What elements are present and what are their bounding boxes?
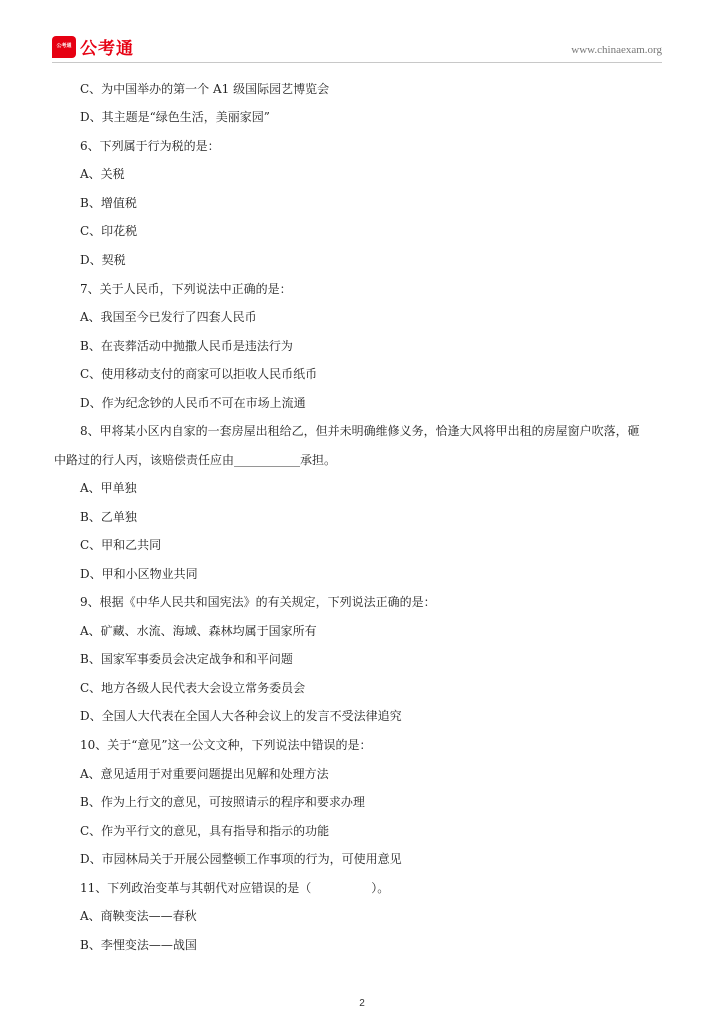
site-url: www.chinaexam.org: [571, 44, 662, 56]
text-line: C、印花税: [80, 224, 138, 238]
text-line: D、作为纪念钞的人民币不可在市场上流通: [80, 396, 306, 410]
text-line: C、作为平行文的意见，具有指导和指示的功能: [80, 824, 330, 838]
logo-badge-icon: 公考通: [52, 36, 76, 58]
text-line: B、国家军事委员会决定战争和和平问题: [80, 652, 293, 666]
text-line: A、矿藏、水流、海域、森林均属于国家所有: [80, 624, 317, 638]
page-header: [52, 34, 662, 63]
text-line: B、增值税: [80, 196, 137, 210]
text-line: C、甲和乙共同: [80, 538, 162, 552]
text-line: B、李悝变法——战国: [80, 938, 197, 952]
text-line: C、地方各级人民代表大会设立常务委员会: [80, 681, 306, 695]
text-line: D、契税: [80, 253, 126, 267]
text-line: C、为中国举办的第一个 A1 级国际园艺博览会: [80, 82, 330, 96]
logo: [52, 34, 134, 59]
text-line: C、使用移动支付的商家可以拒收人民币纸币: [80, 367, 318, 381]
text-line: 6、下列属于行为税的是：: [80, 139, 220, 153]
text-line: 9、根据《中华人民共和国宪法》的有关规定，下列说法正确的是：: [80, 595, 436, 609]
text-line: D、全国人大代表在全国人大各种会议上的发言不受法律追究: [80, 709, 402, 723]
text-line: 10、关于“意见”这一公文文种，下列说法中错误的是：: [80, 738, 372, 752]
text-line: B、在丧葬活动中抛撒人民币是违法行为: [80, 339, 293, 353]
text-line: A、我国至今已发行了四套人民币: [80, 310, 257, 324]
logo-text: 公考通: [80, 39, 134, 59]
text-line: D、甲和小区物业共同: [80, 567, 198, 581]
text-line: 11、下列政治变革与其朝代对应错误的是（ ）。: [80, 881, 390, 895]
text-line: A、关税: [80, 167, 125, 181]
text-line: A、商鞅变法——春秋: [80, 909, 197, 923]
text-line: 中路过的行人丙，该赔偿责任应由___________承担。: [54, 453, 337, 467]
text-line: 8、甲将某小区内自家的一套房屋出租给乙，但并未明确维修义务，恰逢大风将甲出租的房屋窗户吹落，砸: [80, 424, 640, 438]
text-line: B、作为上行文的意见，可按照请示的程序和要求办理: [80, 795, 365, 809]
text-line: 7、关于人民币，下列说法中正确的是：: [80, 282, 292, 296]
text-line: A、甲单独: [80, 481, 137, 495]
text-line: A、意见适用于对重要问题提出见解和处理方法: [80, 767, 329, 781]
page-number: 2: [359, 998, 365, 1009]
text-line: D、其主题是“绿色生活，美丽家园”: [80, 110, 270, 124]
text-line: B、乙单独: [80, 510, 137, 524]
text-line: D、市园林局关于开展公园整顿工作事项的行为，可使用意见: [80, 852, 402, 866]
